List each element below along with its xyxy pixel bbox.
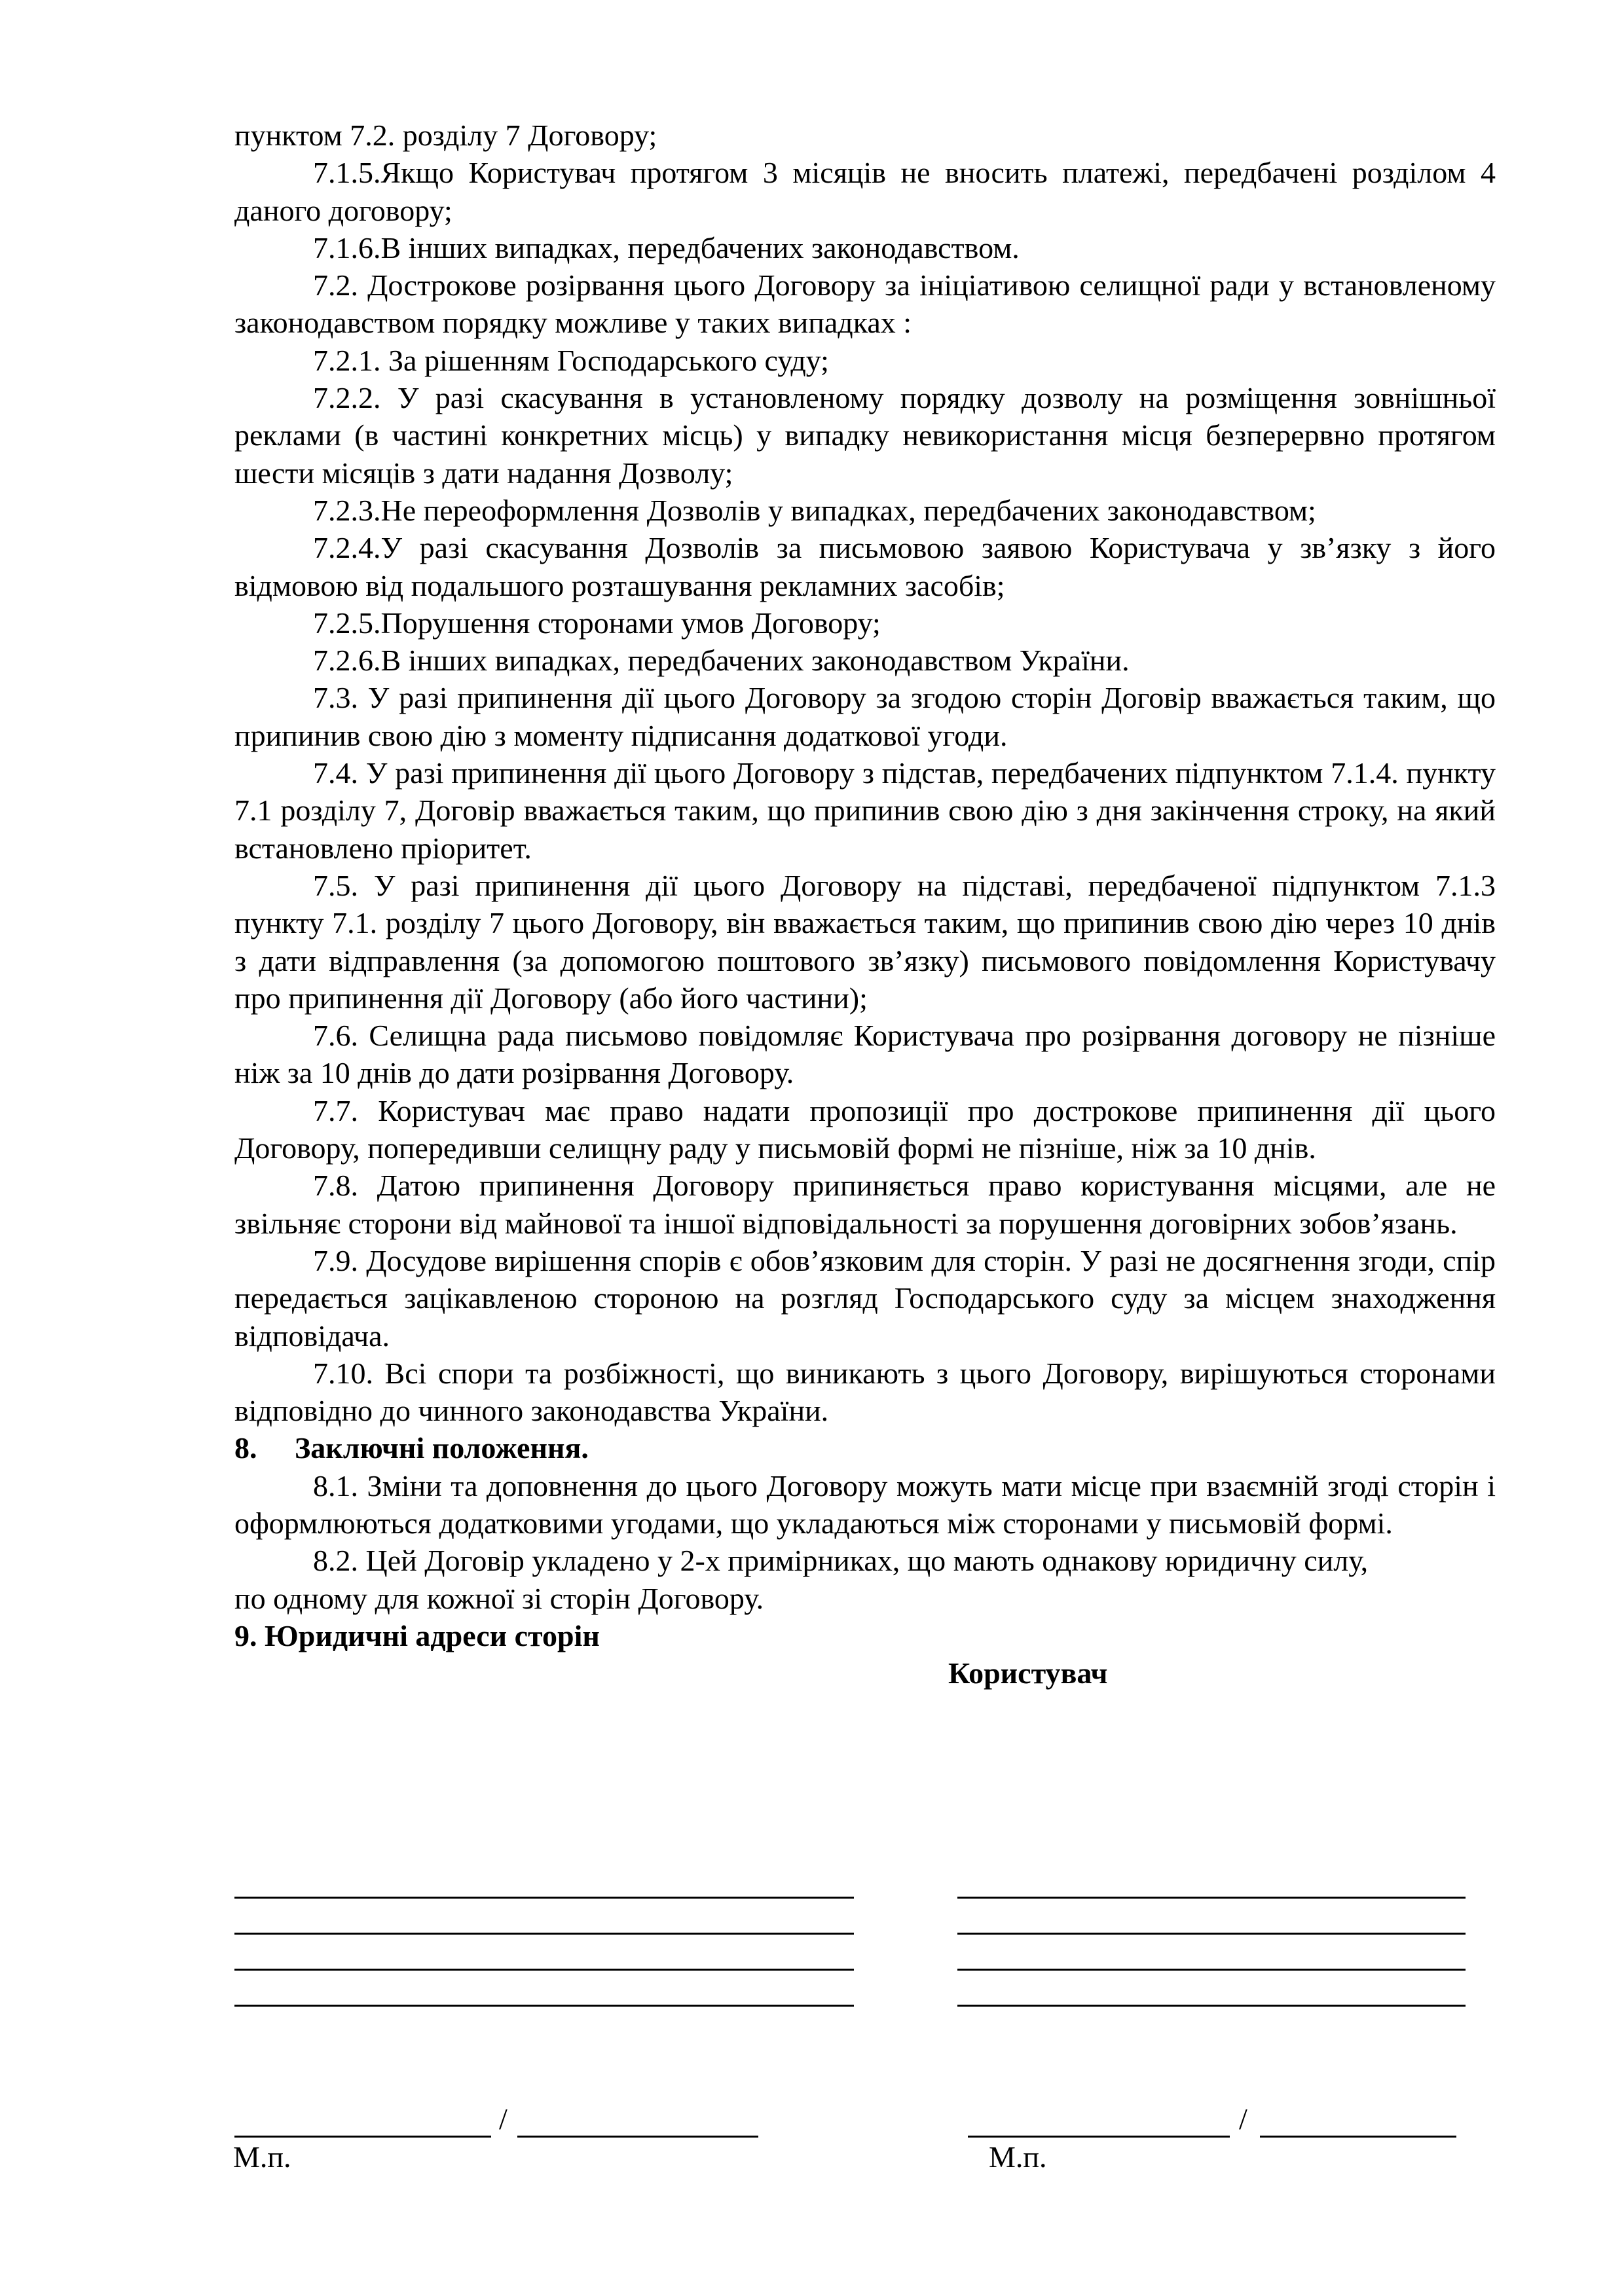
section-8-number: 8. [234, 1431, 257, 1465]
paragraph: по одному для кожної зі сторін Договору. [234, 1581, 764, 1615]
name-line-left [517, 2136, 758, 2138]
paragraph: 8.1. Зміни та доповнення до цього Договору можуть мати місце при взаємній згоді сторін і оформлюються додатковими угодами, що укладаються між сторонами у письмовій формі. [234, 1468, 1496, 1540]
document-body [234, 117, 1496, 1692]
paragraph: пунктом 7.2. розділу 7 Договору; [234, 118, 657, 152]
section-8-heading [234, 1429, 1496, 1467]
paragraph: 7.2. Дострокове розірвання цього Договору за ініціативою селищної ради у встановленому законодавством порядку можливе у таких випадках : [234, 268, 1496, 340]
paragraph: 7.1.5.Якщо Користувач протягом 3 місяців не вносить платежі, передбачені розділом 4 даного договору; [234, 156, 1496, 227]
signature-line-left [234, 2136, 491, 2138]
section-8-title: Заключні положення. [295, 1431, 589, 1465]
paragraph: 7.2.5.Порушення сторонами умов Договору; [313, 606, 881, 640]
party-label-user: Користувач [948, 1656, 1108, 1690]
address-line-left [234, 1969, 854, 1971]
paragraph: 7.4. У разі припинення дії цього Договору з підстав, передбачених підпунктом 7.1.4. пункту 7.1 розділу 7, Договір вважається таким, що припинив свою дію з дня закінчення строку, на який встановлено пріоритет. [234, 756, 1496, 865]
address-line-left [234, 1897, 854, 1899]
paragraph: 8.2. Цей Договір укладено у 2-х примірниках, що мають однакову юридичну силу, [313, 1544, 1369, 1578]
stamp-place-right: М.п. [989, 2140, 1047, 2174]
name-line-right [1260, 2136, 1456, 2138]
address-line-right [957, 1933, 1466, 1935]
address-line-right [957, 2005, 1466, 2007]
address-line-left [234, 2005, 854, 2007]
address-line-right [957, 1969, 1466, 1971]
paragraph: 7.2.6.В інших випадках, передбачених законодавством України. [313, 644, 1130, 678]
paragraph: 7.5. У разі припинення дії цього Договору на підставі, передбаченої підпунктом 7.1.3 пункту 7.1. розділу 7 цього Договору, він вважається таким, що припинив свою дію через 10 днів з дати відправлення (за допомогою поштового зв’язку) письмового повідомлення Користувачу про припинення дії Договору (або його частини); [234, 868, 1496, 1015]
paragraph: 7.2.1. За рішенням Господарського суду; [313, 343, 829, 377]
paragraph: 7.3. У разі припинення дії цього Договору за згодою сторін Договір вважається таким, що припинив свою дію з моменту підписання додаткової угоди. [234, 681, 1496, 752]
paragraph: 7.7. Користувач має право надати пропозиції про дострокове припинення дії цього Договору, попередивши селищну раду у письмовій формі не пізніше, ніж за 10 днів. [234, 1093, 1496, 1165]
paragraph: 7.2.3.Не переоформлення Дозволів у випадках, передбачених законодавством; [313, 493, 1316, 527]
paragraph: 7.2.4.У разі скасування Дозволів за письмовою заявою Користувача у зв’язку з його відмовою від подальшого розташування рекламних засобів; [234, 531, 1496, 602]
paragraph: 7.6. Селищна рада письмово повідомляє Користувача про розірвання договору не пізніше ніж за 10 днів до дати розірвання Договору. [234, 1019, 1496, 1090]
section-9-heading: 9. Юридичні адреси сторін [234, 1618, 600, 1652]
paragraph: 7.8. Датою припинення Договору припиняється право користування місцями, але не звільняє сторони від майнової та іншої відповідальності за порушення договірних зобов’язань. [234, 1169, 1496, 1240]
paragraph: 7.1.6.В інших випадках, передбачених законодавством. [313, 230, 1020, 264]
paragraph: 7.9. Досудове вирішення спорів є обов’язковим для сторін. У разі не досягнення згоди, спір передається зацікавленою стороною на розгляд Господарського суду за місцем знаходження відповідача. [234, 1243, 1496, 1353]
paragraph: 7.2.2. У разі скасування в установленому порядку дозволу на розміщення зовнішньої реклами (в частині конкретних місць) у випадку невикористання місця безперервно протягом шести місяців з дати надання Дозволу; [234, 381, 1496, 490]
signature-line-right [968, 2136, 1230, 2138]
paragraph: 7.10. Всі спори та розбіжності, що виникають з цього Договору, вирішуються сторонами відповідно до чинного законодавства України. [234, 1356, 1496, 1428]
signature-separator-left: / [499, 2102, 507, 2136]
address-line-right [957, 1897, 1466, 1899]
stamp-place-left: М.п. [233, 2140, 291, 2174]
signature-separator-right: / [1239, 2102, 1247, 2136]
address-line-left [234, 1933, 854, 1935]
